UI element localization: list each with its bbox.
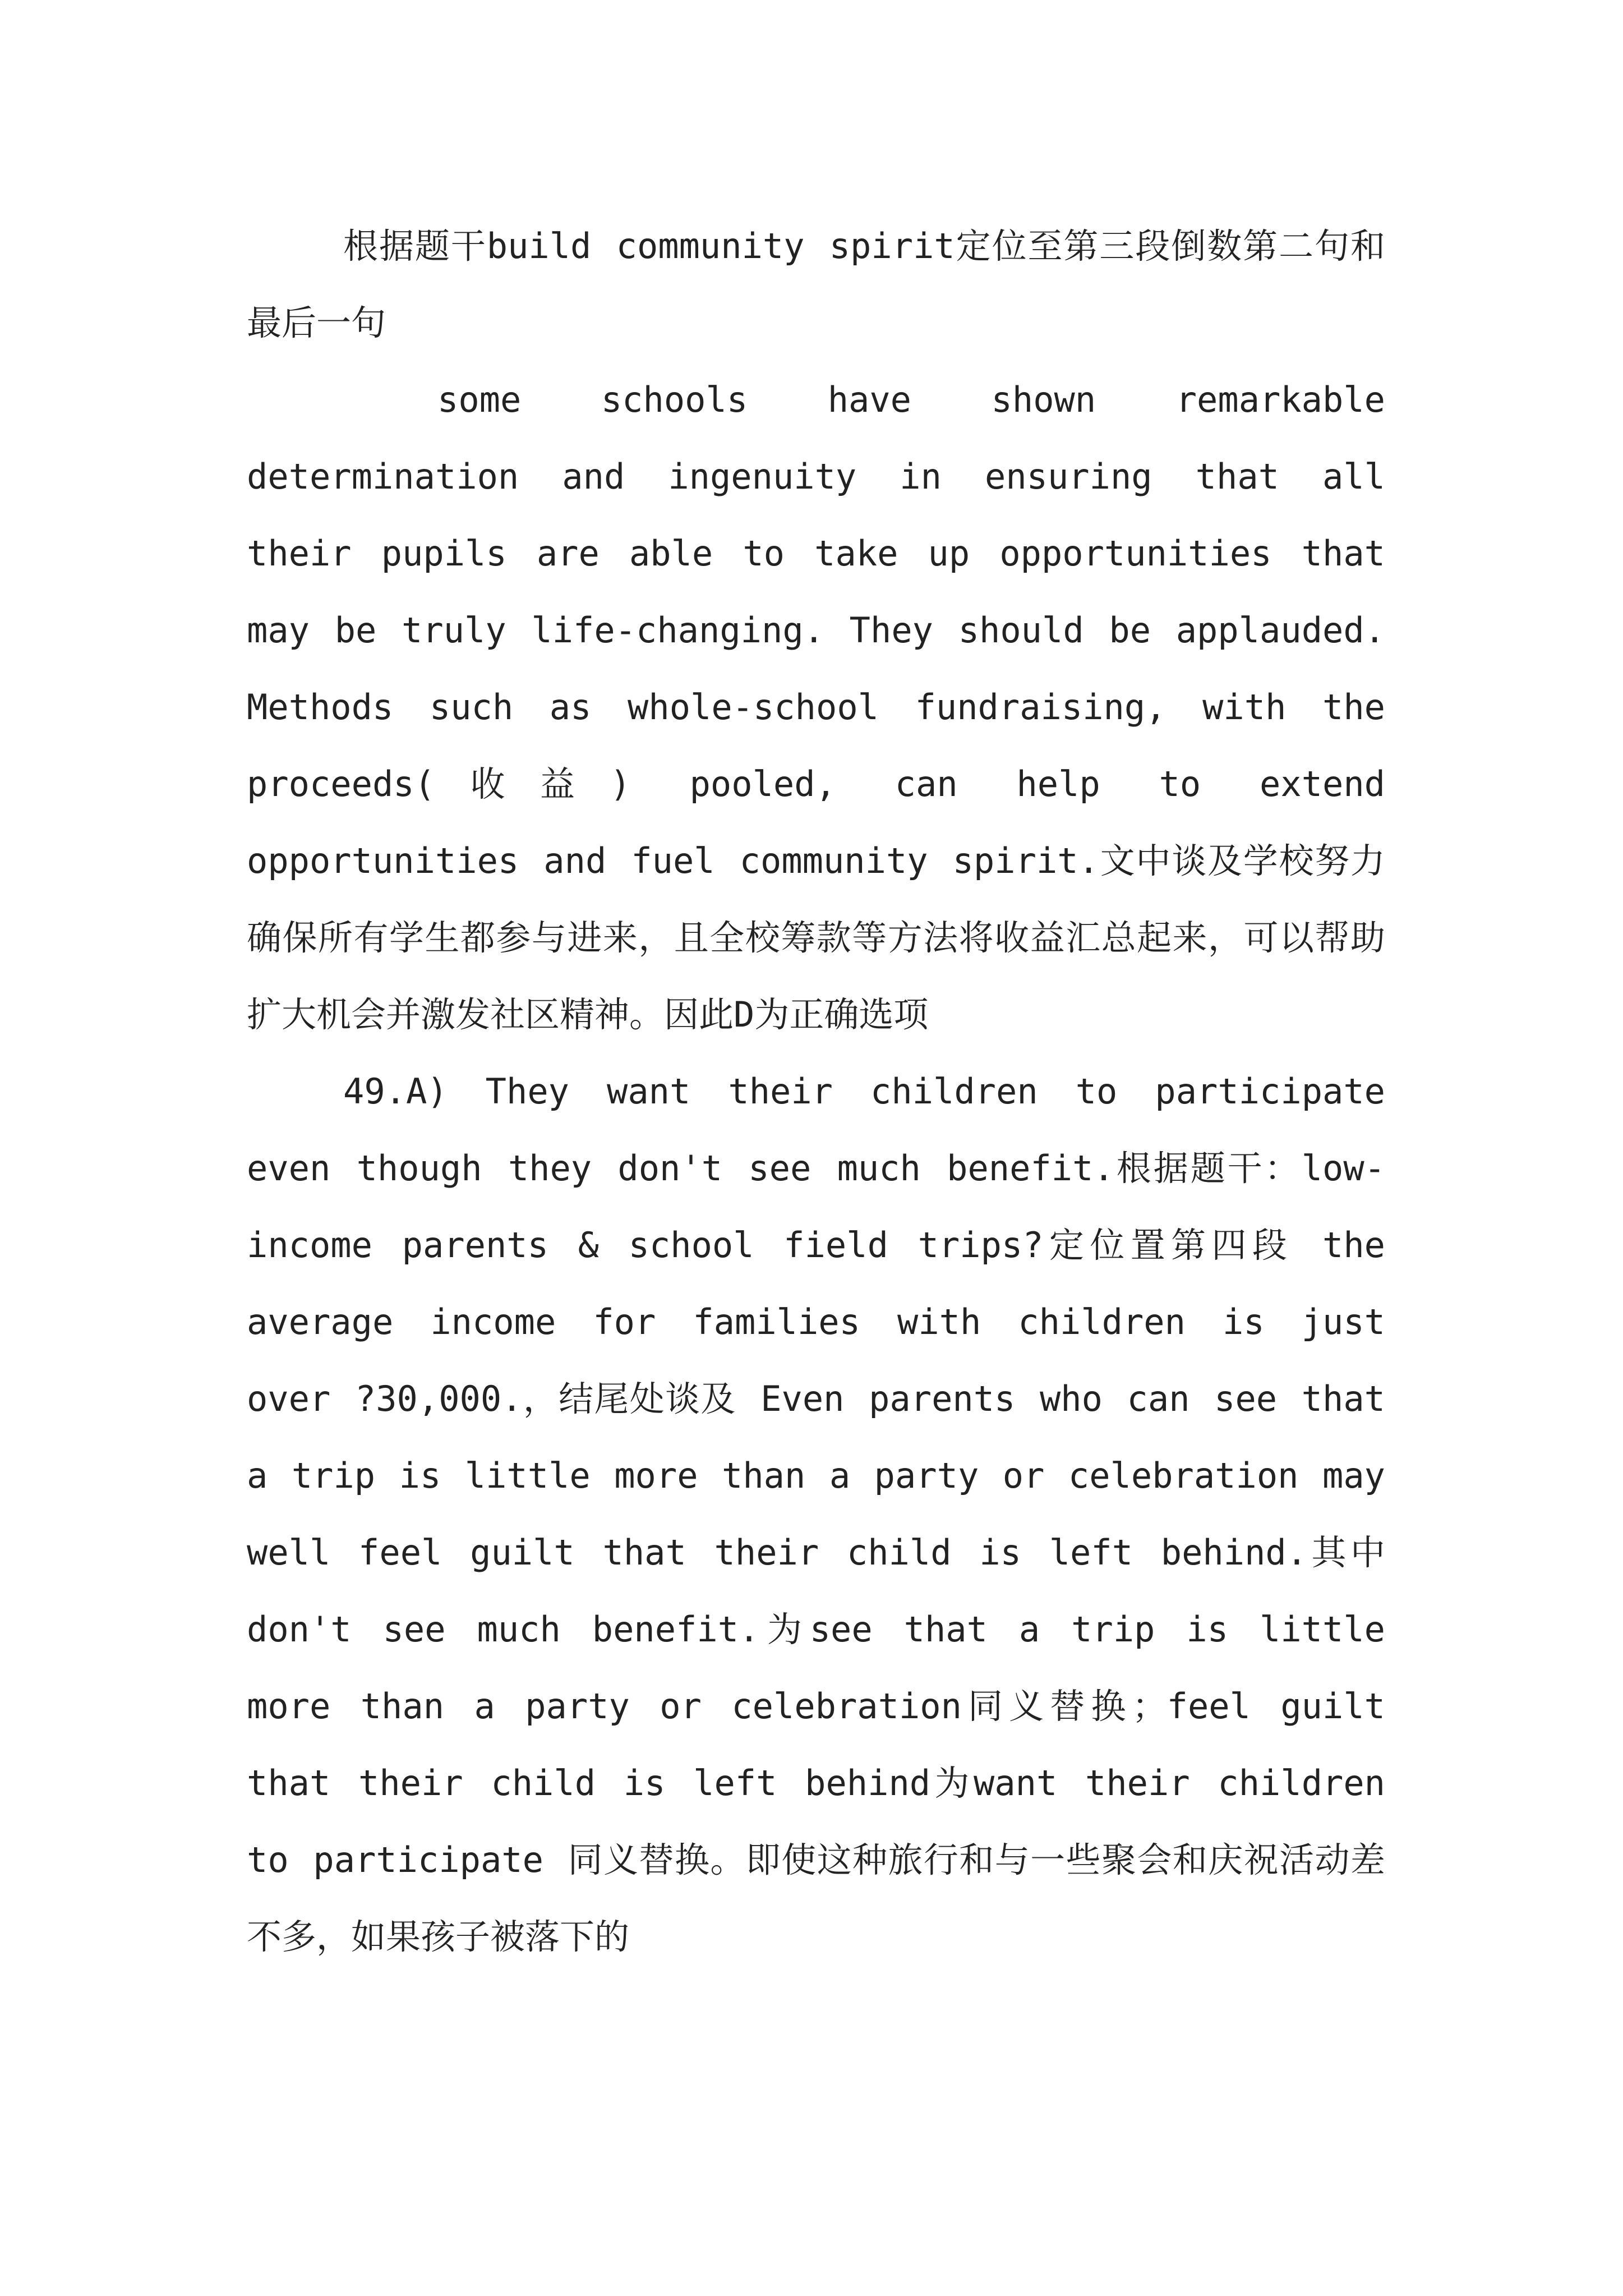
document-page (247, 208, 1385, 1975)
paragraph-locating-question: 根据题干build community spirit定位至第三段倒数第二句和最后一句 (247, 226, 1385, 343)
paragraph-question-49: 49.A) They want their children to participate even though they don't see much benefit.根据题干：low-income parents & school field trips?定位置第四段 the average income for families with children is just over ?30,000.，结尾处谈及 Even parents who can see that a trip is little more than a party or celebration may well feel guilt that their child is left behind.其中don't see much benefit.为see that a trip is little more than a party or celebration同义替换；feel guilt that their child is left behind为want their children to participate 同义替换。即使这种旅行和与一些聚会和庆祝活动差不多，如果孩子被落下的 (247, 1071, 1385, 1957)
paragraph-quoted-passage: some schools have shown remarkable determination and ingenuity in ensuring that all their pupils are able to take up opportunities that may be truly life-changing. They should be applauded. Methods such as whole-school fundraising, with the proceeds(收益) pooled, can help to extend opportunities and fuel community spirit.文中谈及学校努力确保所有学生都参与进来，且全校筹款等方法将收益汇总起来，可以帮助扩大机会并激发社区精神。因此D为正确选项 (247, 379, 1385, 1035)
